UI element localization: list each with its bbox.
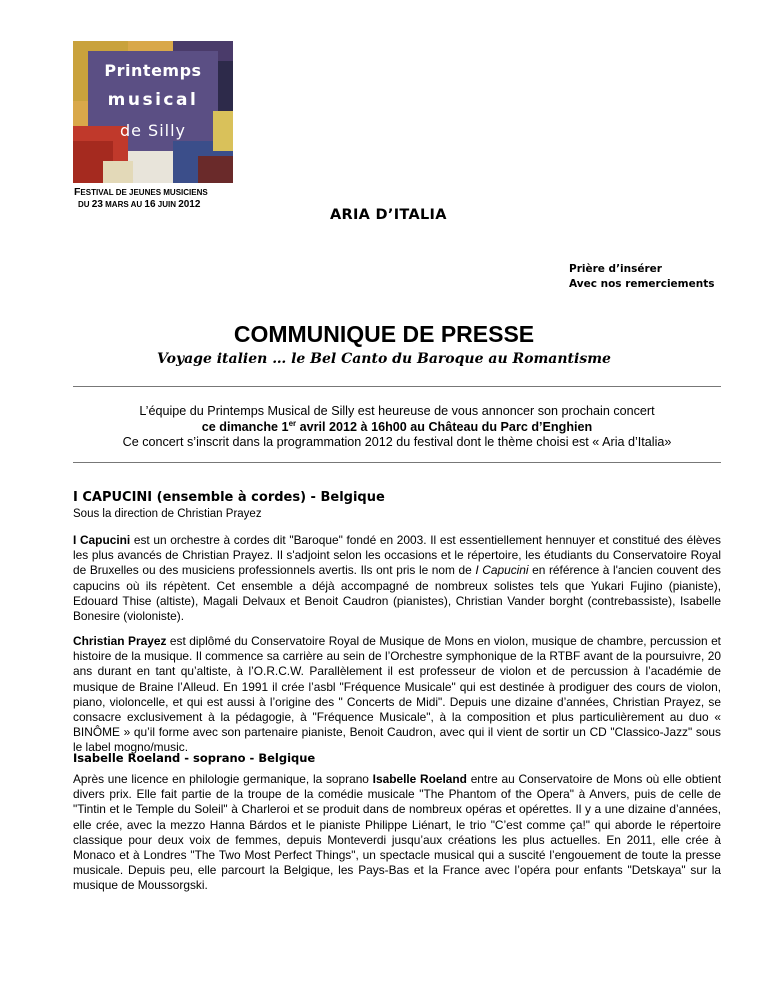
section-roeland-heading: Isabelle Roeland - soprano - Belgique <box>73 751 316 765</box>
p2-text: est diplômé du Conservatoire Royal de Musique de Mons en violon, musique de chambre, percussion et histoire de la musique. Il commence sa carrière au sein de l’Orchestre symphonique de la RTBF avant de la poursuivre, 20 ans durant en tant qu’altiste, à l’O.R.C.W. Parallèlement il est professeur de violon et de percussion à l’académie de musique de Braine l’Alleud. En 1991 il crée l’asbl "Fréquence Musicale" qui est destinée à prodiguer des cours de violon, piano, violoncelle, et qui est aussi à l’origine des " Concerts de Midi". Depuis une dizaine d’années, Christian Prayez, se consacre exclusivement à la pédagogie, à "Fréquence Musicale", à la composition et plus particulièrement au duo « BINÔME » qu’il forme avec son partenaire pianiste, Benoit Caudron, avec qui il vient de sortir un CD "Classico-Jazz" sous le label mogno/music. <box>73 634 721 755</box>
press-release-subheading: Voyage italien … le Bel Canto du Baroque au Romantisme <box>157 351 611 367</box>
section-capucini-heading: I CAPUCINI (ensemble à cordes) - Belgique <box>73 490 385 505</box>
paragraph-prayez <box>73 634 721 756</box>
paragraph-capucini <box>73 533 721 624</box>
intro-date-post: avril 2012 à 16h00 au Château du Parc d’Enghien <box>296 419 593 434</box>
divider-top <box>73 386 721 387</box>
p1-text-b: en référence à l'ancien couvent des capucins où ils répètent. Cet ensemble a déjà accompagné de nombreux solistes tels que Yukari Fujino (pianiste), Edouard Thise (altiste), Magali Delvaux et Benoit Caudron (pianistes), Christian Vander borght (contrebassiste), Isabelle Bonesire (violoniste). <box>73 563 721 624</box>
p1-text-a: est un orchestre à cordes dit "Baroque" fondé en 2003. Il est essentiellement hennuyer et constitué des élèves les plus avancés de Christian Prayez. Il s'adjoint selon les occasions et le répertoire, les étudiants du Conservatoire Royal de Bruxelles ou des musiciens professionnels avertis. Ils ont pris le nom de <box>73 533 721 578</box>
intro-line-2 <box>73 420 721 436</box>
p1-bold: I Capucini <box>73 533 131 547</box>
p1-italic: I Capucini <box>475 563 529 578</box>
festival-line-1: FESTIVAL DE JEUNES MUSICIENS <box>74 186 208 198</box>
insertion-notice <box>569 262 714 292</box>
event-title: ARIA D’ITALIA <box>330 207 447 223</box>
p3-text-a: Après une licence en philologie germanique, la soprano <box>73 772 373 786</box>
section-capucini-subheading: Sous la direction de Christian Prayez <box>73 508 262 520</box>
notice-line-2: Avec nos remerciements <box>569 278 715 290</box>
notice-line-1: Prière d’insérer <box>569 263 662 275</box>
p3-bold: Isabelle Roeland <box>372 772 467 786</box>
festival-line-2: DU 23 MARS AU 16 JUIN 2012 <box>78 199 201 210</box>
logo-line-3: de Silly <box>119 121 187 140</box>
intro-line-3: Ce concert s’inscrit dans la programmation 2012 du festival dont le thème choisi est « Aria d’Italia» <box>122 435 672 449</box>
p2-bold: Christian Prayez <box>73 634 167 648</box>
festival-logo <box>73 41 233 183</box>
intro-date-sup: er <box>288 418 297 428</box>
p3-text-b: entre au Conservatoire de Mons où elle obtient divers prix. Elle fait partie de la troupe de la comédie musicale "The Phantom of the Opera" à Anvers, puis de celle de "Tintin et le Temple du Soleil" à Charleroi et se produit dans de nombreux opéras et opérettes. Il y a une dizaine d’années, elle crée, avec la mezzo Hanna Bárdos et le pianiste Philippe Liénart, le trio "C’est comme ça!" qui aborde le répertoire classique pour deux voix de femmes, depuis Monteverdi jusqu’aux créations les plus actuelles. En 2011, elle crée à Monaco et à Londres "The Two Most Perfect Things", un spectacle musical qui a suscité l’engouement de toute la presse musicale. Depuis peu, elle parcourt la Belgique, les Pays-Bas et la France avec l’opéra pour enfants "Detskaya" sur la musique de Moussorgski. <box>73 772 721 893</box>
press-release-heading: COMMUNIQUE DE PRESSE <box>233 321 535 347</box>
paragraph-roeland <box>73 772 721 894</box>
festival-dates <box>74 186 208 211</box>
intro-date-pre: ce dimanche 1 <box>201 419 289 434</box>
intro-line-1: L’équipe du Printemps Musical de Silly est heureuse de vous annoncer son prochain concert <box>139 404 655 418</box>
intro-block <box>73 404 721 451</box>
logo-line-1: Printemps <box>104 61 202 80</box>
logo-line-2: musical <box>107 90 199 110</box>
divider-bottom <box>73 462 721 463</box>
